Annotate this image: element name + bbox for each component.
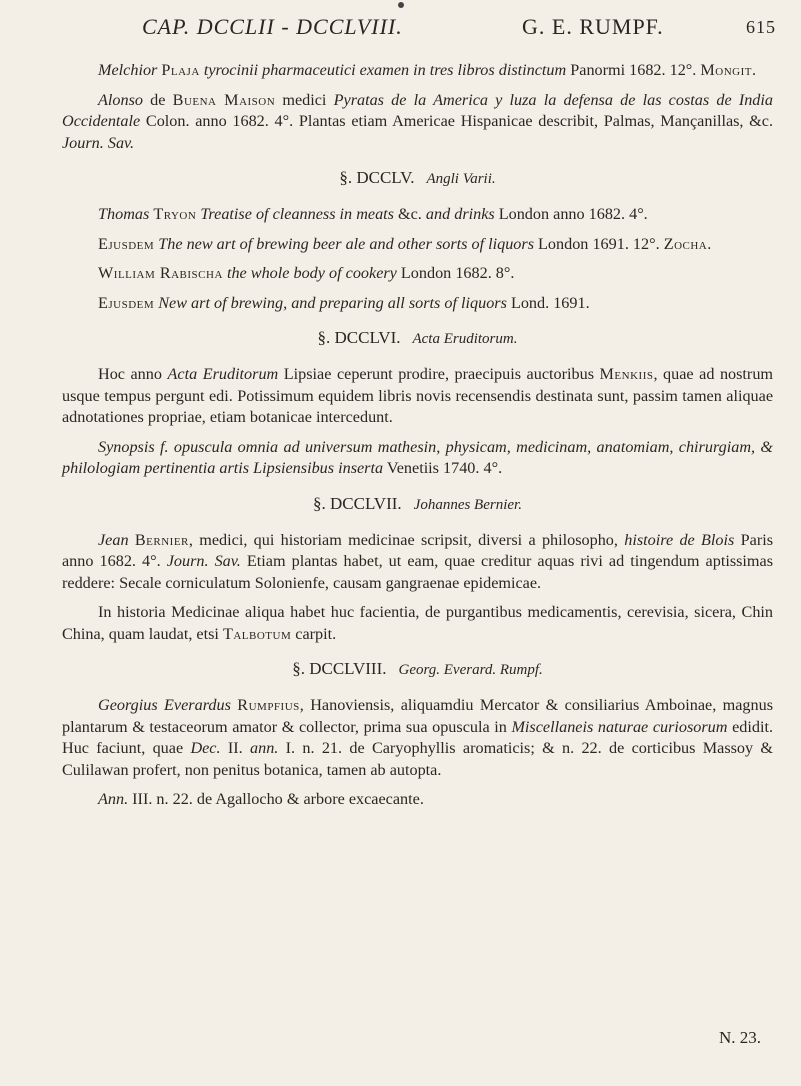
entry-tryon-ejusdem: Ejusdem The new art of brewing beer ale and other sorts of liquors London 1691. 12°. Zocha.: [98, 234, 712, 253]
paragraph-rumpf: Georgius Everardus Rumpfius, Hanoviensis, aliquamdiu Mercator & consiliarius Amboinae, magnus plantarum & testaceorum amator & collector, prima sua opuscula in Miscellaneis naturae curiosorum edidit. Huc faciunt, quae Dec. II. ann. I. n. 21. de Caryophyllis aromaticis; & n. 22. de corticibus Massoy & Culilawan profert, non penitus botanica, tamen ab autopta.: [62, 696, 773, 779]
entry-synopsis: Synopsis f. opuscula omnia ad universum mathesin, physicam, medicinam, anatomiam, chirurgiam, & philologiam pertinentia artis Lipsiensibus inserta Venetiis 1740. 4°.: [62, 437, 773, 478]
section-heading-757: §. DCCLVII. Johannes Bernier.: [313, 493, 522, 513]
page-number: 615: [746, 17, 776, 37]
header-chapter: CAP. DCCLII - DCCLVIII.: [142, 14, 403, 39]
entry-rabischa-ejusdem: Ejusdem New art of brewing, and preparing all sorts of liquors Lond. 1691.: [98, 293, 590, 312]
header-author: G. E. RUMPF.: [522, 14, 664, 39]
section-heading-758: §. DCCLVIII. Georg. Everard. Rumpf.: [292, 659, 543, 679]
paragraph-bernier: Jean Bernier, medici, qui historiam medicinae scripsit, diversi a philosopho, histoire de Blois Paris anno 1682. 4°. Journ. Sav. Etiam plantas habet, ut eam, quae creditur aquas rivi ad tingendum aptissimas reddere: Secale corniculatum Solonienfe, causam gangraenae epidemicae.: [62, 530, 773, 592]
paragraph-bernier-medicina: In historia Medicinae aliqua habet huc facientia, de purgantibus medicamentis, cerevisia, sicera, Chin China, quam laudat, etsi Talbotum carpit.: [62, 603, 773, 643]
entry-tryon: Thomas Tryon Treatise of cleanness in meats &c. and drinks London anno 1682. 4°.: [98, 204, 648, 223]
catchword: N. 23.: [718, 1028, 761, 1047]
ink-dot: [398, 2, 404, 8]
paragraph-acta: Hoc anno Acta Eruditorum Lipsiae ceperunt prodire, praecipuis auctoribus Menkiis, quae ad nostrum usque tempus pergunt edi. Potissimum equidem libris novis recensendis destinata sunt, passim tamen aliquae adnotationes propriae, etiam botanicae intercedunt.: [62, 364, 774, 427]
entry-rabischa: William Rabischa the whole body of cookery London 1682. 8°.: [98, 264, 515, 283]
running-header: [60, 14, 776, 44]
section-heading-755: §. DCCLV. Angli Varii.: [339, 168, 496, 188]
section-heading-756: §. DCCLVI. Acta Eruditorum.: [317, 328, 518, 348]
page-body: [62, 60, 773, 811]
paragraph-agallochum: Ann. III. n. 22. de Agallocho & arbore excaecante.: [98, 790, 424, 809]
entry-alonso: Alonso de Buena Maison medici Pyratas de la America y luza la defensa de las costas de India Occidentale Colon. anno 1682. 4°. Plantas etiam Americae Hispanicae describit, Palmas, Mançanillas, &c. Journ. Sav.: [62, 90, 773, 152]
entry-melchior: Melchior Plaja tyrocinii pharmaceutici examen in tres libros distinctum Panormi 1682. 12°. Mongit.: [98, 61, 757, 79]
